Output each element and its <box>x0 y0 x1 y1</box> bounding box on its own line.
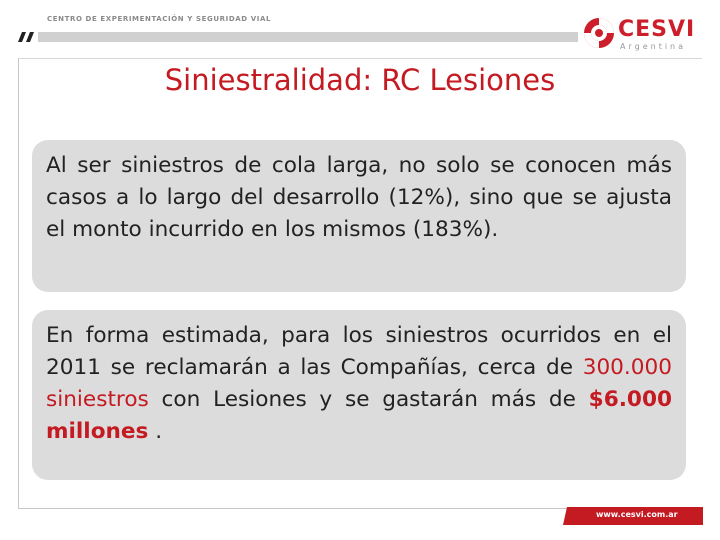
paragraph-2-part3: . <box>148 419 163 444</box>
footer-url: www.cesvi.com.ar <box>596 510 678 519</box>
paragraph-2-highlight-millones: $6.000 millones <box>46 387 672 444</box>
cesvi-logo <box>582 16 702 52</box>
cesvi-logo-word: CESVI <box>618 17 696 42</box>
cesvi-logo-country: Argentina <box>620 42 687 51</box>
paragraph-2-part2: con Lesiones y se gastarán más de <box>148 387 589 412</box>
header-org-name: CENTRO DE EXPERIMENTACIÓN Y SEGURIDAD VIAL <box>47 15 272 23</box>
slide-title: Siniestralidad: RC Lesiones <box>164 63 556 97</box>
paragraph-1-text: Al ser siniestros de cola larga, no solo se conocen más casos a lo largo del desarrollo (12%), sino que se ajusta el monto incurrido en los mismos (183%). <box>46 153 672 242</box>
cesvi-logo-icon <box>582 16 616 50</box>
paragraph-2-highlight-siniestros: 300.000 siniestros <box>46 355 672 412</box>
paragraph-box-1 <box>32 140 686 292</box>
header-stripe <box>18 32 578 42</box>
paragraph-box-2 <box>32 310 686 480</box>
paragraph-2-part1: En forma estimada, para los siniestros ocurridos en el 2011 se reclamarán a las Compañías, cerca de <box>46 323 672 380</box>
